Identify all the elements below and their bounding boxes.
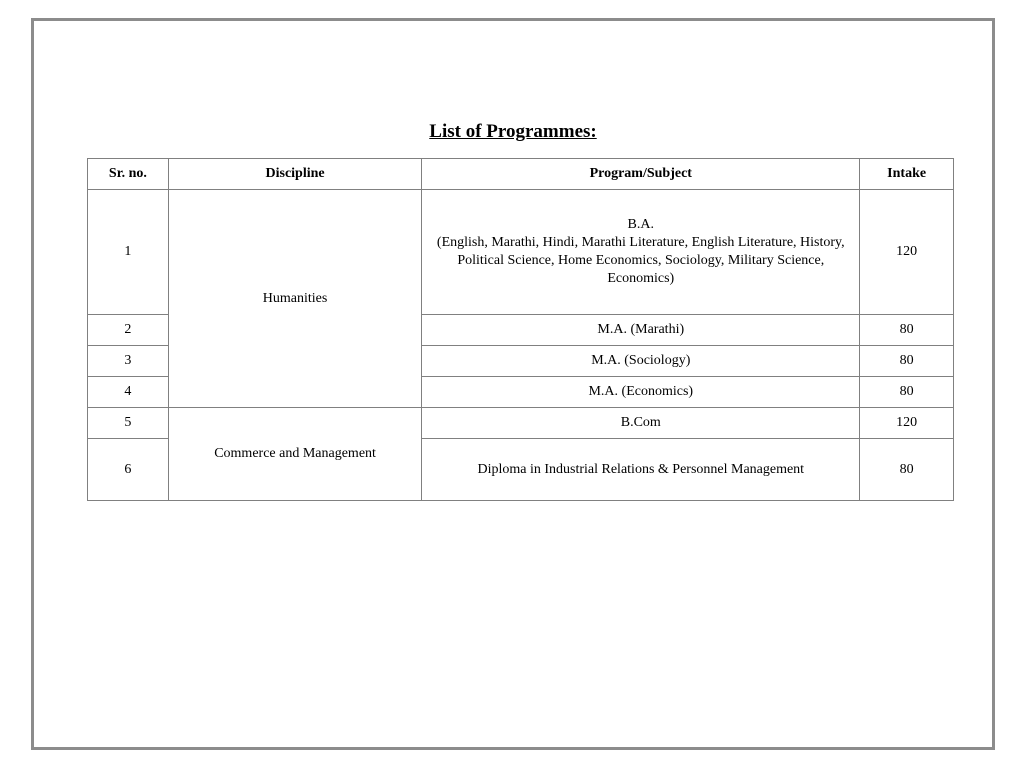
cell-sr-no: 3 bbox=[88, 346, 169, 377]
table-header-row bbox=[88, 159, 954, 190]
cell-intake: 120 bbox=[860, 190, 954, 315]
cell-sr-no: 6 bbox=[88, 439, 169, 501]
cell-intake: 80 bbox=[860, 315, 954, 346]
cell-discipline-commerce: Commerce and Management bbox=[168, 408, 421, 501]
page-title: List of Programmes: bbox=[429, 121, 597, 142]
cell-intake: 80 bbox=[860, 346, 954, 377]
header-sr-no: Sr. no. bbox=[88, 159, 169, 190]
cell-sr-no: 1 bbox=[88, 190, 169, 315]
table-row bbox=[88, 190, 954, 315]
table-row bbox=[88, 408, 954, 439]
program-title: B.A. bbox=[627, 217, 654, 232]
cell-sr-no: 2 bbox=[88, 315, 169, 346]
cell-discipline-humanities: Humanities bbox=[168, 190, 421, 408]
cell-intake: 120 bbox=[860, 408, 954, 439]
header-program: Program/Subject bbox=[422, 159, 860, 190]
cell-program bbox=[422, 190, 860, 315]
cell-program: M.A. (Economics) bbox=[422, 377, 860, 408]
cell-intake: 80 bbox=[860, 377, 954, 408]
programmes-table bbox=[87, 158, 954, 501]
program-subjects: (English, Marathi, Hindi, Marathi Literature, English Literature, History, Political Science, Home Economics, Sociology, Military Science, Economics) bbox=[436, 235, 845, 286]
cell-program: M.A. (Sociology) bbox=[422, 346, 860, 377]
cell-sr-no: 5 bbox=[88, 408, 169, 439]
cell-sr-no: 4 bbox=[88, 377, 169, 408]
document-page bbox=[31, 18, 995, 750]
cell-program: B.Com bbox=[422, 408, 860, 439]
cell-program: Diploma in Industrial Relations & Personnel Management bbox=[422, 439, 860, 501]
cell-intake: 80 bbox=[860, 439, 954, 501]
cell-program: M.A. (Marathi) bbox=[422, 315, 860, 346]
header-intake: Intake bbox=[860, 159, 954, 190]
header-discipline: Discipline bbox=[168, 159, 421, 190]
